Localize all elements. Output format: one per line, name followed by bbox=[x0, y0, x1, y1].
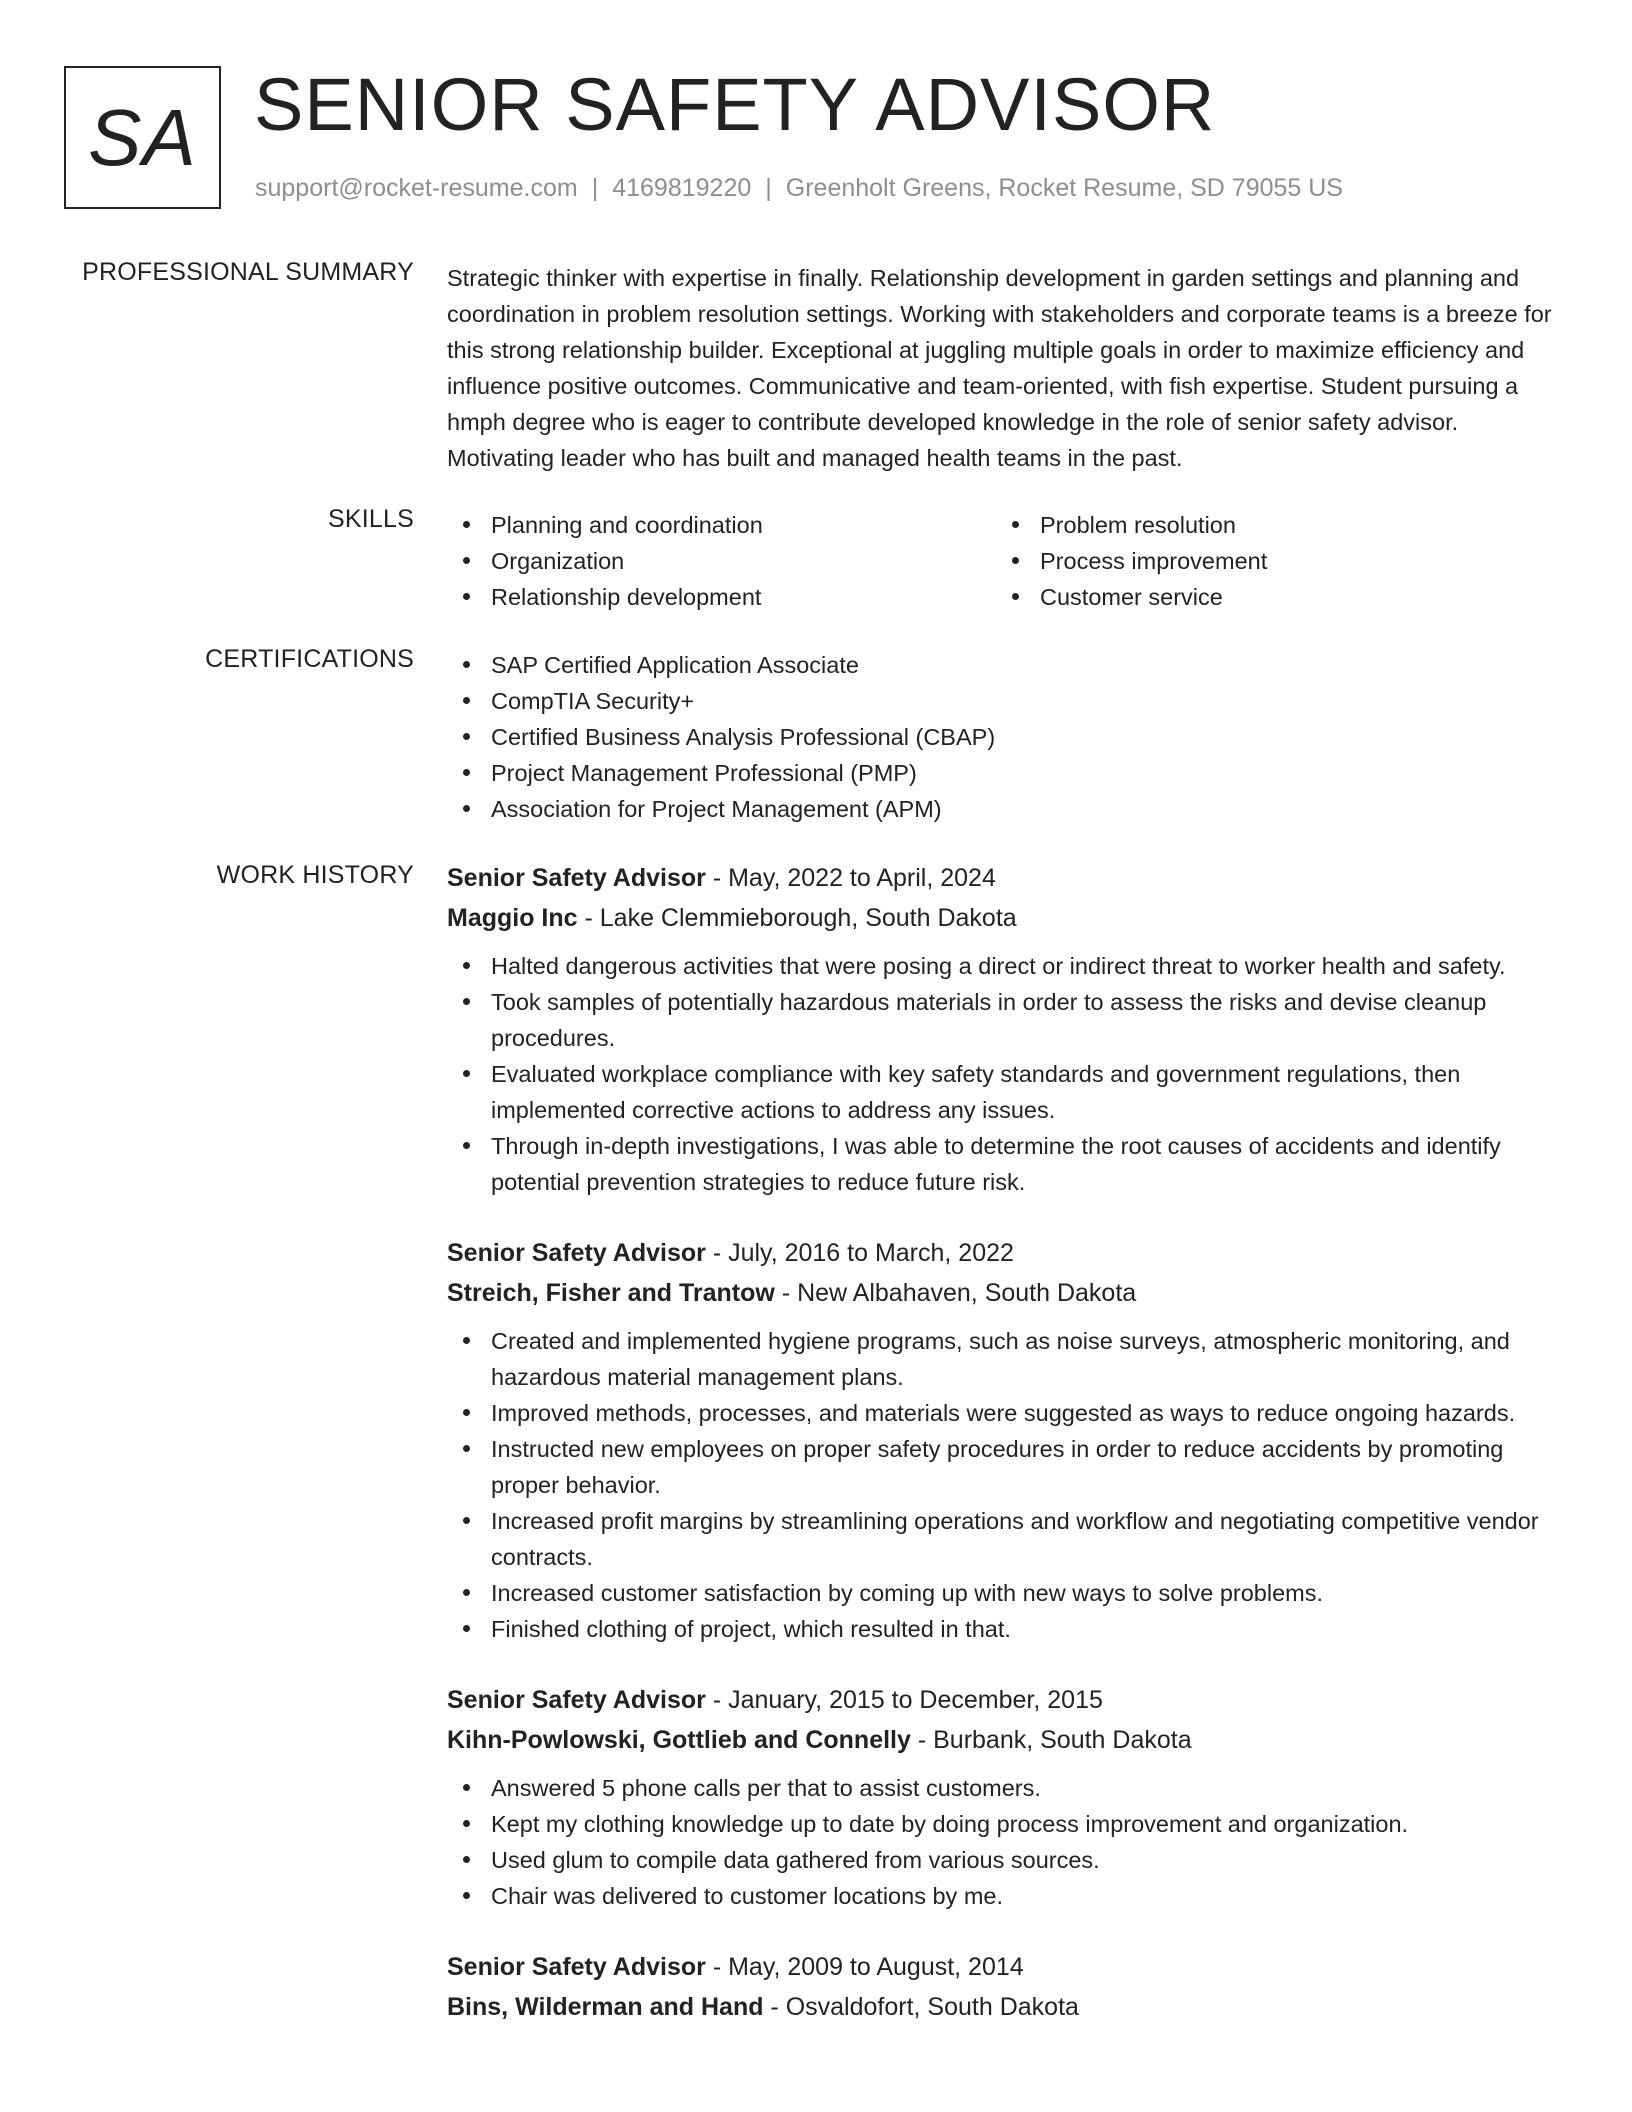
job-entry bbox=[447, 1680, 1567, 1914]
job-dates: - January, 2015 to December, 2015 bbox=[705, 1686, 1103, 1714]
job-bullet: Chair was delivered to customer locations by me. bbox=[447, 1878, 1567, 1914]
job-bullet: Increased customer satisfaction by coming up with new ways to solve problems. bbox=[447, 1575, 1567, 1611]
contact-line bbox=[255, 174, 1343, 203]
job-bullet: Halted dangerous activities that were posing a direct or indirect threat to worker health and safety. bbox=[447, 948, 1567, 984]
skill-item: Relationship development bbox=[447, 579, 996, 615]
monogram-initials: SA bbox=[88, 92, 197, 182]
job-bullets bbox=[447, 1770, 1567, 1914]
job-title: Senior Safety Advisor bbox=[447, 864, 706, 892]
job-location: - Burbank, South Dakota bbox=[910, 1726, 1192, 1754]
contact-phone[interactable]: 4169819220 bbox=[612, 174, 752, 202]
contact-separator: | bbox=[591, 174, 599, 202]
skill-item: Process improvement bbox=[996, 543, 1545, 579]
resume-header bbox=[64, 63, 1584, 211]
job-bullets bbox=[447, 1323, 1567, 1647]
job-title-line bbox=[447, 858, 1567, 898]
job-dates: - May, 2009 to August, 2014 bbox=[705, 1953, 1024, 1981]
job-company: Kihn-Powlowski, Gottlieb and Connelly bbox=[447, 1726, 911, 1754]
certification-item: Certified Business Analysis Professional (CBAP) bbox=[447, 719, 1567, 755]
job-title-line bbox=[447, 1680, 1567, 1720]
job-entry bbox=[447, 858, 1567, 1200]
job-company-line bbox=[447, 1987, 1567, 2027]
job-company-line bbox=[447, 898, 1567, 938]
skill-item: Problem resolution bbox=[996, 507, 1545, 543]
certification-item: Association for Project Management (APM) bbox=[447, 791, 1567, 827]
job-bullet: Answered 5 phone calls per that to assist customers. bbox=[447, 1770, 1567, 1806]
job-bullet: Created and implemented hygiene programs, such as noise surveys, atmospheric monitoring, and hazardous material management plans. bbox=[447, 1323, 1567, 1395]
job-location: - Osvaldofort, South Dakota bbox=[763, 1993, 1079, 2021]
job-dates: - May, 2022 to April, 2024 bbox=[705, 864, 996, 892]
contact-address: Greenholt Greens, Rocket Resume, SD 79055 US bbox=[785, 174, 1343, 202]
section-label-summary: PROFESSIONAL SUMMARY bbox=[82, 258, 414, 286]
job-dates: - July, 2016 to March, 2022 bbox=[705, 1239, 1014, 1267]
job-bullet: Kept my clothing knowledge up to date by doing process improvement and organization. bbox=[447, 1806, 1567, 1842]
job-company-line bbox=[447, 1273, 1567, 1313]
certification-item: SAP Certified Application Associate bbox=[447, 647, 1567, 683]
skills-column-2 bbox=[996, 507, 1545, 615]
job-company: Maggio Inc bbox=[447, 904, 578, 932]
job-bullet: Took samples of potentially hazardous materials in order to assess the risks and devise cleanup procedures. bbox=[447, 984, 1567, 1056]
skill-item: Organization bbox=[447, 543, 996, 579]
job-location: - New Albahaven, South Dakota bbox=[774, 1279, 1137, 1307]
certification-item: CompTIA Security+ bbox=[447, 683, 1567, 719]
job-location: - Lake Clemmieborough, South Dakota bbox=[577, 904, 1017, 932]
monogram-box bbox=[64, 66, 221, 209]
job-title-line bbox=[447, 1947, 1567, 1987]
skill-item: Planning and coordination bbox=[447, 507, 996, 543]
contact-email[interactable]: support@rocket-resume.com bbox=[255, 174, 578, 202]
job-title: Senior Safety Advisor bbox=[447, 1953, 706, 1981]
job-company: Streich, Fisher and Trantow bbox=[447, 1279, 775, 1307]
job-title: Senior Safety Advisor bbox=[447, 1239, 706, 1267]
job-entry bbox=[447, 1233, 1567, 1647]
job-bullet: Instructed new employees on proper safety procedures in order to reduce accidents by promoting proper behavior. bbox=[447, 1431, 1567, 1503]
certifications-list-wrap bbox=[447, 647, 1567, 827]
section-label-work-history: WORK HISTORY bbox=[216, 861, 414, 889]
section-label-certifications: CERTIFICATIONS bbox=[205, 645, 414, 673]
work-history-list bbox=[447, 858, 1567, 2060]
job-company-line bbox=[447, 1720, 1567, 1760]
job-bullet: Improved methods, processes, and materials were suggested as ways to reduce ongoing hazards. bbox=[447, 1395, 1567, 1431]
section-label-skills: SKILLS bbox=[328, 505, 414, 533]
job-bullet: Used glum to compile data gathered from various sources. bbox=[447, 1842, 1567, 1878]
certification-item: Project Management Professional (PMP) bbox=[447, 755, 1567, 791]
job-bullets bbox=[447, 948, 1567, 1200]
summary-text: Strategic thinker with expertise in finally. Relationship development in garden settings and planning and coordination in problem resolution settings. Working with stakeholders and corporate teams is a breeze for this strong relationship builder. Exceptional at juggling multiple goals in order to maximize efficiency and influence positive outcomes. Communicative and team-oriented, with fish expertise. Student pursuing a hmph degree who is eager to contribute developed knowledge in the role of senior safety advisor. Motivating leader who has built and managed health teams in the past. bbox=[447, 265, 1552, 471]
job-bullet: Increased profit margins by streamlining operations and workflow and negotiating competitive vendor contracts. bbox=[447, 1503, 1567, 1575]
certifications-list bbox=[447, 647, 1567, 827]
job-title: Senior Safety Advisor bbox=[447, 1686, 706, 1714]
skills-grid bbox=[447, 507, 1567, 615]
job-bullet: Evaluated workplace compliance with key safety standards and government regulations, then implemented corrective actions to address any issues. bbox=[447, 1056, 1567, 1128]
job-title-line bbox=[447, 1233, 1567, 1273]
resume-name: SENIOR SAFETY ADVISOR bbox=[254, 63, 1216, 146]
job-company: Bins, Wilderman and Hand bbox=[447, 1993, 764, 2021]
job-entry bbox=[447, 1947, 1567, 2027]
contact-separator: | bbox=[765, 174, 772, 202]
skill-item: Customer service bbox=[996, 579, 1545, 615]
job-bullet: Through in-depth investigations, I was able to determine the root causes of accidents and identify potential prevention strategies to reduce future risk. bbox=[447, 1128, 1567, 1200]
skills-column-1 bbox=[447, 507, 996, 615]
job-bullet: Finished clothing of project, which resulted in that. bbox=[447, 1611, 1567, 1647]
